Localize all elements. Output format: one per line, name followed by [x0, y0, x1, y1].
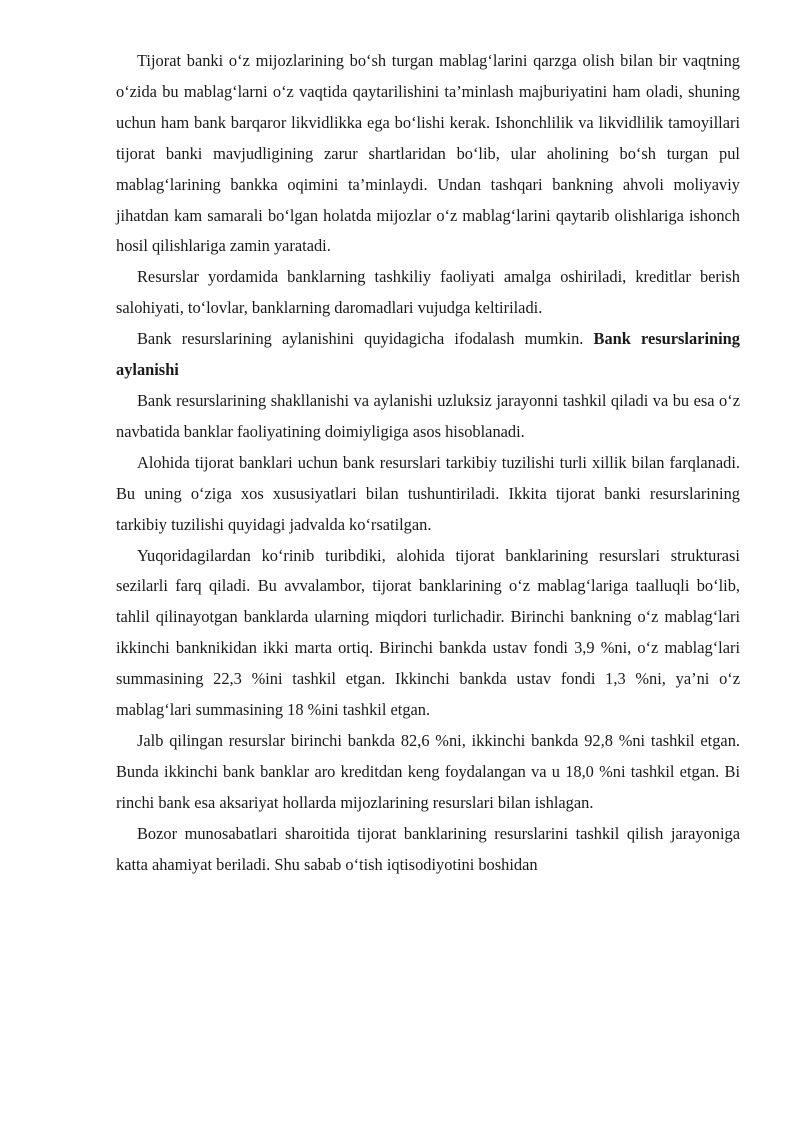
- paragraph-4: Bank resurslarining shakllanishi va aylanishi uzluksiz jarayonni tashkil qiladi va bu esa o‘z navbatida banklar faoliyatining doimiyligiga asos hisoblanadi.: [116, 390, 740, 441]
- document-page: [116, 46, 740, 880]
- paragraph-8: Bozor munosabatlari sharoitida tijorat banklarining resurslarini tashkil qilish jarayoniga katta ahamiyat beriladi. Shu sabab o‘tish iqtisodiyotini boshidan: [116, 823, 740, 874]
- paragraph-2: Resurslar yordamida banklarning tashkiliy faoliyati amalga oshiriladi, kreditlar berish salohiyati, to‘lovlar, banklarning daromadlari vujudga keltiriladi.: [116, 267, 740, 318]
- paragraph-6: Yuqoridagilardan ko‘rinib turibdiki, alohida tijorat banklarining resurslari strukturasi sezilarli farq qiladi. Bu avvalambor, tijorat banklarining o‘z mablag‘lariga taalluqli bo‘lib, tahlil qilinayotgan banklarda ularning miqdori turlichadir. Birinchi bankning o‘z mablag‘lari ikkinchi banknikidan ikki marta ortiq. Birinchi bankda ustav fondi 3,9 %ni, o‘z mablag‘lari summasining 22,3 %ini tashkil etgan. Ikkinchi bankda ustav fondi 1,3 %ni, ya’ni o‘z mablag‘lari summasining 18 %ini tashkil etgan.: [116, 545, 740, 720]
- paragraph-1: Tijorat banki o‘z mijozlarining bo‘sh turgan mablag‘larini qarzga olish bilan bir vaqtning o‘zida bu mablag‘larni o‘z vaqtida qaytarilishini ta’minlash majburiyatini ham oladi, shuning uchun ham bank barqaror likvidlikka ega bo‘lishi kerak. Ishonchlilik va likvidlilik tamoyillari tijorat banki mavjudligining zarur shartlaridan bo‘lib, ular aholining bo‘sh turgan pul mablag‘larining bankka oqimini ta’minlaydi. Undan tashqari bankning ahvoli moliyaviy jihatdan kam samarali bo‘lgan holatda mijozlar o‘z mablag‘larini qaytarib olishlariga ishonch hosil qilishlariga zamin yaratadi.: [116, 51, 740, 256]
- paragraph-7: Jalb qilingan resurslar birinchi bankda 82,6 %ni, ikkinchi bankda 92,8 %ni tashkil etgan. Bunda ikkinchi bank banklar aro kreditdan keng foydalangan va u 18,0 %ni tashkil etgan. Bi rinchi bank esa aksariyat hollarda mijozlarining resurslari bilan ishlagan.: [116, 730, 740, 812]
- diagram-caption: Bank resurslarining aylanishi: [116, 329, 740, 380]
- paragraph-3-text: Bank resurslarining aylanishini quyidagicha ifodalash mumkin.: [137, 329, 594, 349]
- paragraph-3: [116, 324, 740, 386]
- paragraph-5: Alohida tijorat banklari uchun bank resurslari tarkibiy tuzilishi turli xillik bilan farqlanadi. Bu uning o‘ziga xos xususiyatlari bilan tushuntiriladi. Ikkita tijorat banki resurslarining tarkibiy tuzilishi quyidagi jadvalda ko‘rsatilgan.: [116, 452, 740, 534]
